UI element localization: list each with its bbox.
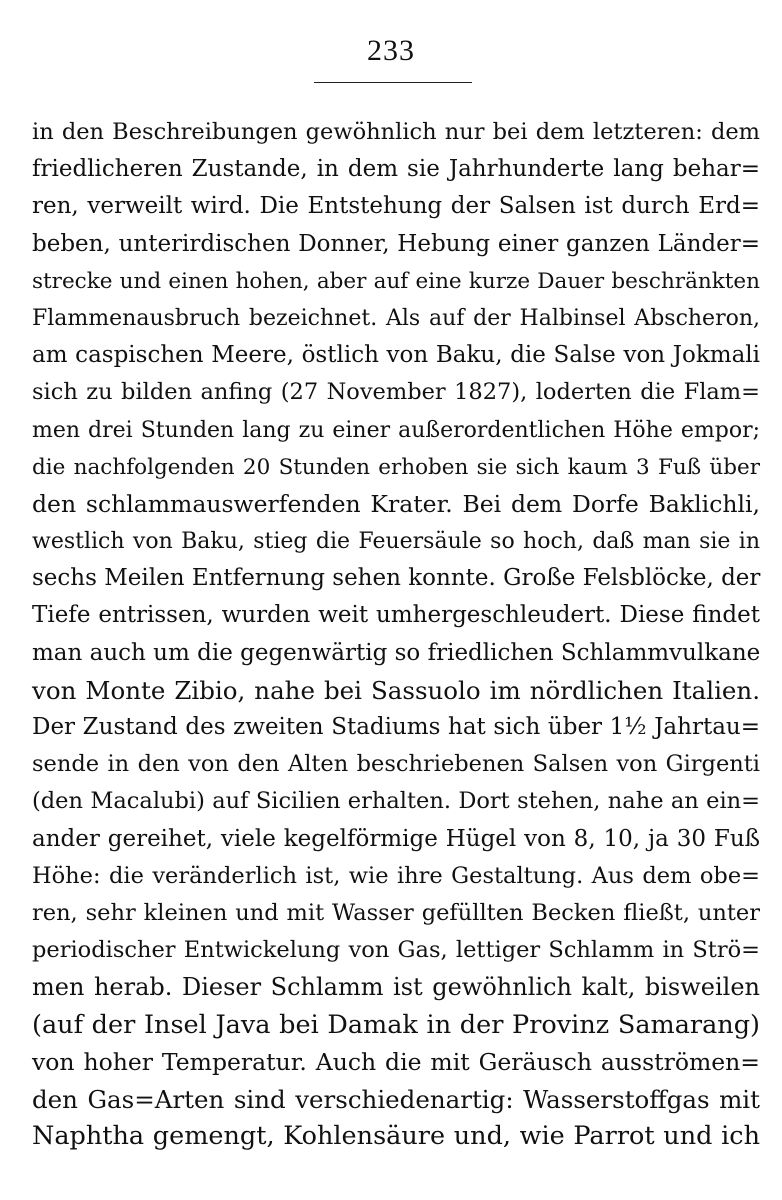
text-line-27: den Gas=Arten sind verschiedenartig: Wasserstoffgas mit xyxy=(32,1084,760,1114)
text-line-6: Flammenausbruch bezeichnet. Als auf der Halbinsel Abscheron, xyxy=(32,305,760,331)
text-line-21: Höhe: die veränderlich ist, wie ihre Gestaltung. Aus dem obe= xyxy=(32,862,760,889)
text-line-24: men herab. Dieser Schlamm ist gewöhnlich kalt, bisweilen xyxy=(32,973,760,1002)
text-line-13: sechs Meilen Entfernung sehen konnte. Große Felsblöcke, der xyxy=(32,565,761,592)
text-line-20: ander gereihet, viele kegelförmige Hügel von 8, 10, ja 30 Fuß xyxy=(32,825,760,852)
text-line-19: (den Macalubi) auf Sicilien erhalten. Dort stehen, nahe an ein= xyxy=(32,788,760,815)
text-line-26: von hoher Temperatur. Auch die mit Geräusch ausströmen= xyxy=(32,1047,760,1076)
text-line-5: strecke und einen hohen, aber auf eine kurze Dauer beschränkten xyxy=(32,268,760,294)
text-line-12: westlich von Baku, stieg die Feuersäule so hoch, daß man sie in xyxy=(32,529,760,555)
text-line-10: die nachfolgenden 20 Stunden erhoben sie sich kaum 3 Fuß über xyxy=(32,454,760,480)
text-line-15: man auch um die gegenwärtig so friedlichen Schlammvulkane xyxy=(32,639,761,666)
text-line-8: sich zu bilden anfing (27 November 1827), loderten die Flam= xyxy=(32,379,760,406)
text-line-25: (auf der Insel Java bei Damak in der Provinz Samarang) xyxy=(32,1009,760,1040)
text-line-3: ren, verweilt wird. Die Entstehung der Salsen ist durch Erd= xyxy=(32,193,760,220)
text-line-9: men drei Stunden lang zu einer außerordentlichen Höhe empor; xyxy=(32,417,760,443)
header-rule xyxy=(314,82,472,83)
text-line-1: in den Beschreibungen gewöhnlich nur bei dem letzteren: dem xyxy=(32,119,760,145)
text-line-7: am caspischen Meere, östlich von Baku, die Salse von Jokmali xyxy=(32,342,760,369)
text-line-22: ren, sehr kleinen und mit Wasser gefüllten Becken fließt, unter xyxy=(32,899,760,926)
text-line-28: Naphtha gemengt, Kohlensäure und, wie Parrot und ich xyxy=(32,1121,760,1152)
text-line-18: sende in den von den Alten beschriebenen Salsen von Girgenti xyxy=(32,751,760,778)
text-line-11: den schlammauswerfenden Krater. Bei dem Dorfe Baklichli, xyxy=(32,489,760,518)
text-line-17: Der Zustand des zweiten Stadiums hat sich über 1½ Jahrtau= xyxy=(32,714,760,740)
body-text xyxy=(32,114,760,1155)
text-line-2: friedlicheren Zustande, in dem sie Jahrhunderte lang behar= xyxy=(32,156,760,183)
text-line-14: Tiefe entrissen, wurden weit umhergeschleudert. Diese findet xyxy=(32,602,760,629)
page-number: 233 xyxy=(367,34,415,67)
text-line-4: beben, unterirdischen Donner, Hebung einer ganzen Länder= xyxy=(32,230,760,257)
text-line-16: von Monte Zibio, nahe bei Sassuolo im nördlichen Italien. xyxy=(32,675,760,705)
text-line-23: periodischer Entwickelung von Gas, lettiger Schlamm in Strö= xyxy=(32,937,760,964)
